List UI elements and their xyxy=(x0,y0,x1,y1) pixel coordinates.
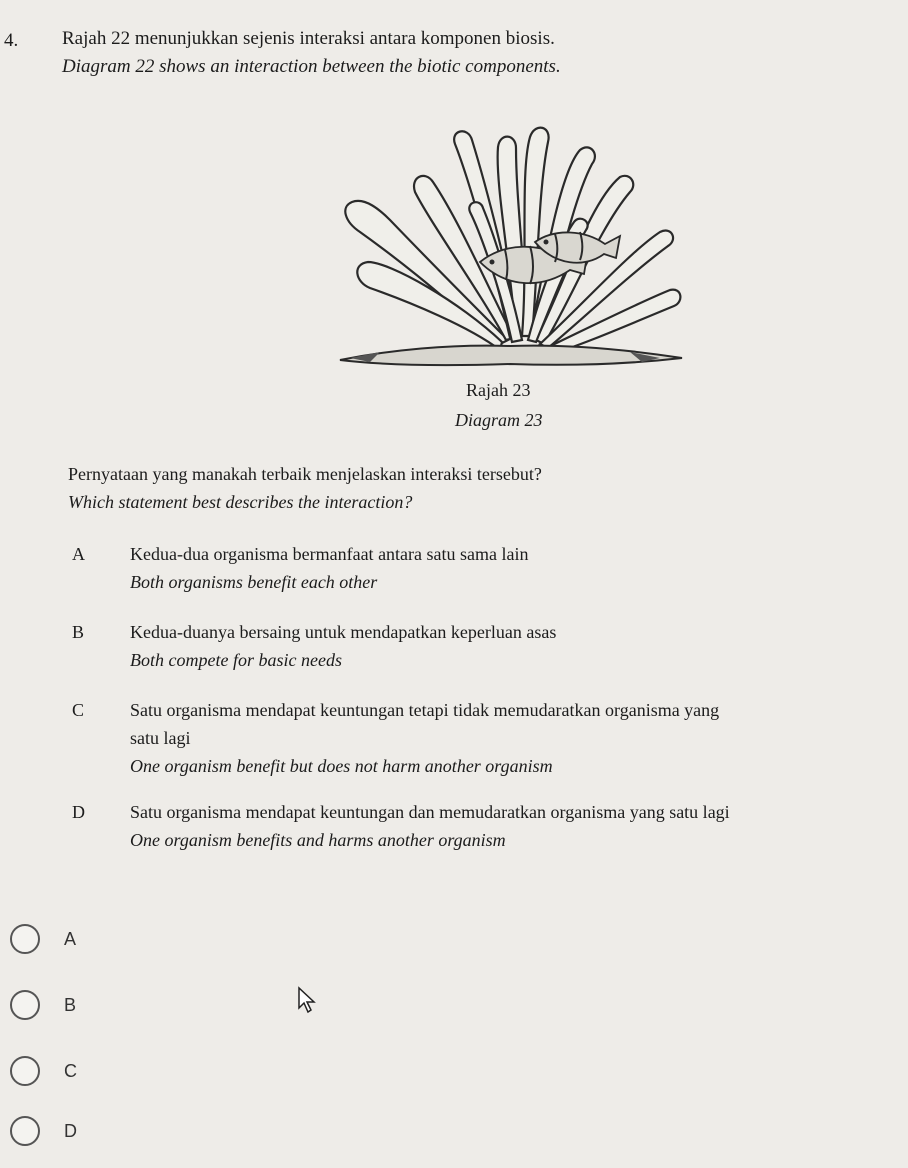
question-stem-english: Diagram 22 shows an interaction between the biotic components. xyxy=(62,56,561,77)
question-number: 4. xyxy=(4,30,19,51)
radio-unselected-icon[interactable] xyxy=(10,924,40,954)
choice-a[interactable] xyxy=(10,924,76,954)
option-b-malay: Kedua-duanya bersaing untuk mendapatkan keperluan asas xyxy=(130,622,557,642)
option-c-malay-line2: satu lagi xyxy=(130,728,191,748)
choice-label: A xyxy=(64,928,77,949)
option-a-malay: Kedua-dua organisma bermanfaat antara satu sama lain xyxy=(130,544,529,564)
choice-label: B xyxy=(64,994,77,1015)
choice-c[interactable] xyxy=(10,1056,77,1086)
figure-caption-english: Diagram 23 xyxy=(455,410,543,430)
option-c-letter: C xyxy=(72,700,85,720)
prompt-english: Which statement best describes the interaction? xyxy=(68,492,413,512)
option-c-malay: Satu organisma mendapat keuntungan tetapi tidak memudaratkan organisma yang xyxy=(130,700,720,720)
question-stem-malay: Rajah 22 menunjukkan sejenis interaksi antara komponen biosis. xyxy=(62,28,555,49)
option-d-letter: D xyxy=(72,802,85,822)
sea-anemone-clownfish-illustration xyxy=(330,112,690,387)
choice-b[interactable] xyxy=(10,990,76,1020)
prompt-malay: Pernyataan yang manakah terbaik menjelaskan interaksi tersebut? xyxy=(68,464,542,484)
mouse-pointer-icon xyxy=(297,986,317,1014)
choice-label: D xyxy=(64,1120,77,1141)
option-d-english: One organism benefits and harms another organism xyxy=(130,830,506,850)
option-d-malay: Satu organisma mendapat keuntungan dan memudaratkan organisma yang satu lagi xyxy=(130,802,730,822)
choice-label: C xyxy=(64,1060,77,1081)
radio-unselected-icon[interactable] xyxy=(10,1056,40,1086)
option-b-letter: B xyxy=(72,622,85,642)
option-a-letter: A xyxy=(72,544,85,564)
option-c-english: One organism benefit but does not harm another organism xyxy=(130,756,553,776)
option-a-english: Both organisms benefit each other xyxy=(130,572,378,592)
radio-unselected-icon[interactable] xyxy=(10,1116,40,1146)
radio-unselected-icon[interactable] xyxy=(10,990,40,1020)
choice-d[interactable] xyxy=(10,1116,77,1146)
option-b-english: Both compete for basic needs xyxy=(130,650,342,670)
figure-caption-malay: Rajah 23 xyxy=(466,380,531,400)
